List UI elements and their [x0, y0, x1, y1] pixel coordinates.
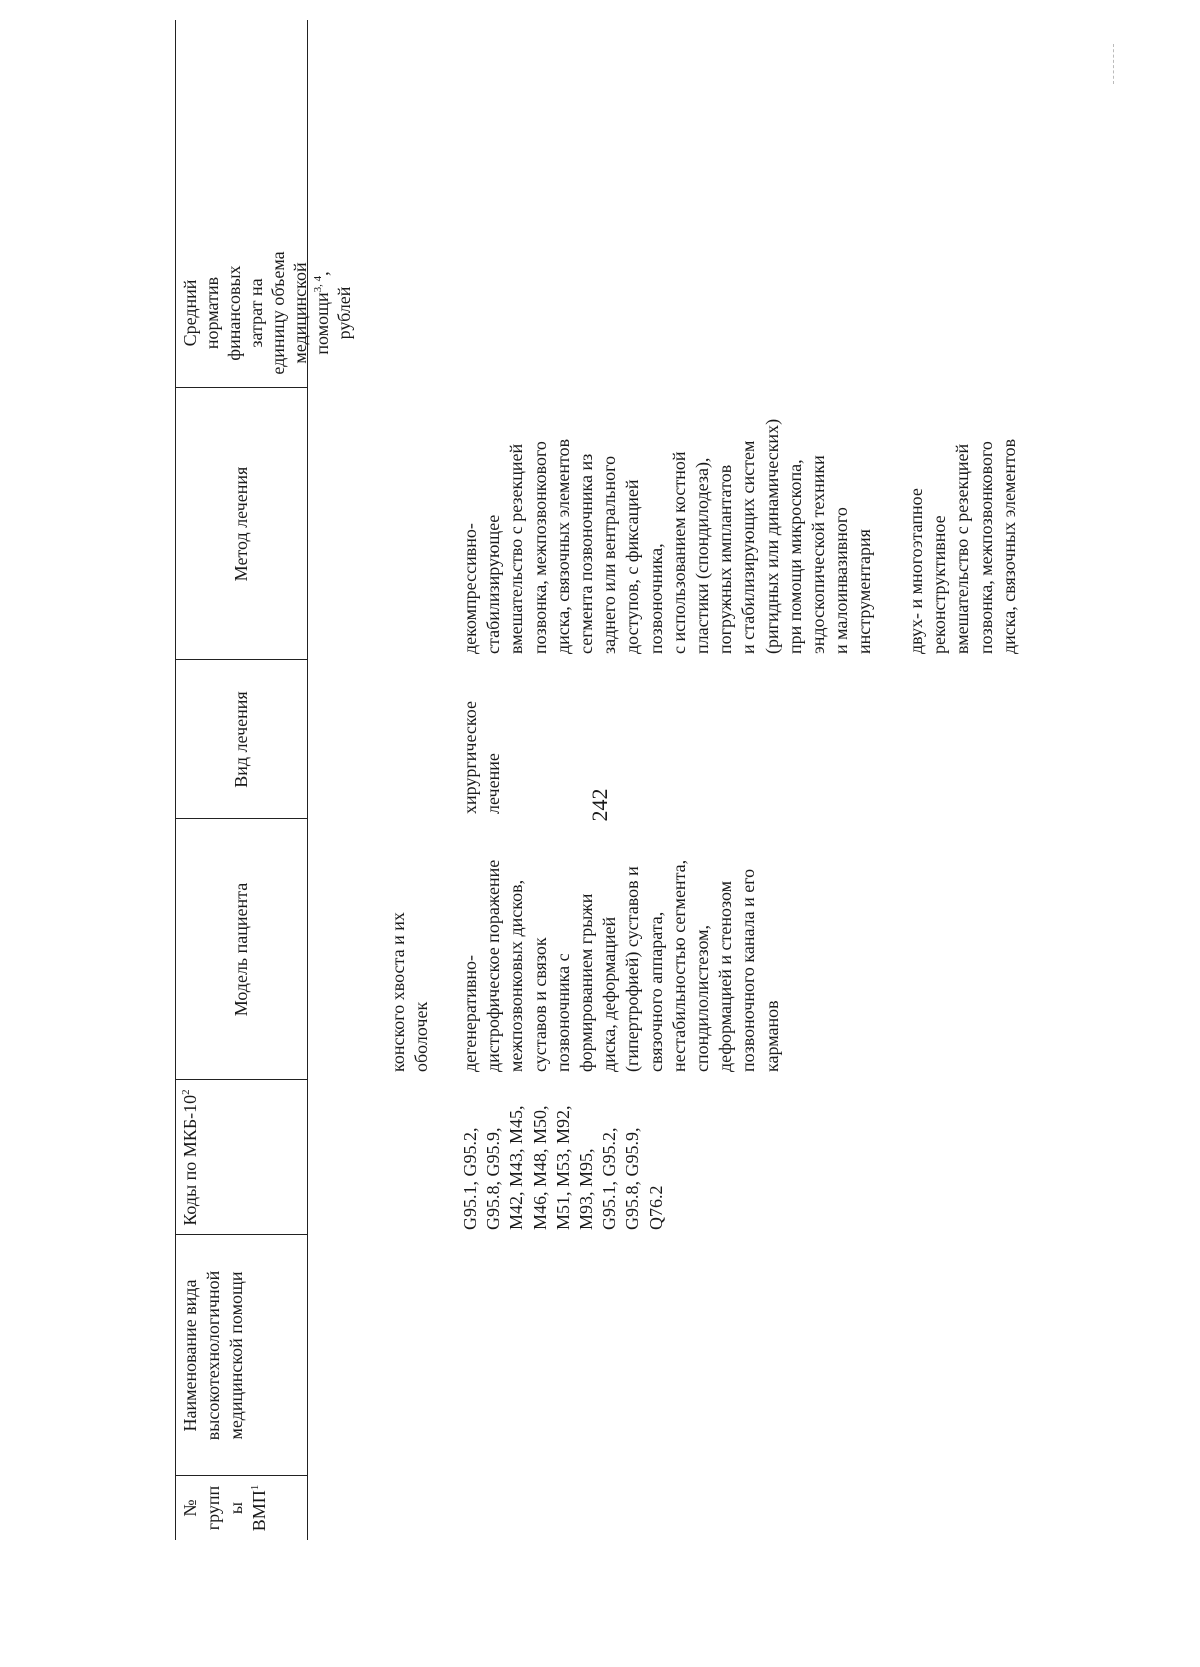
header-service-name-text: Наименование вида высокотехнологичной медицинской помощи: [180, 1270, 246, 1441]
header-icd-codes: [175, 1080, 307, 1235]
header-patient-model-text: Модель пациента: [230, 882, 251, 1017]
scan-artifact-mark: [1113, 44, 1114, 84]
header-treatment-method-text: Метод лечения: [230, 466, 251, 582]
header-treatment-type: [175, 660, 307, 819]
treatment-method-cell-1: декомпрессивно- стабилизирующее вмешательство с резекцией позвонка, межпозвонкового диска, связочных элементов сегмента позвоночника из заднего или вентрального доступов, с фиксацией позвоночника, с использованием костной пластики (спондилодеза), погружных имплантатов и стабилизирующих систем (ригидных или динамических) при помощи микроскопа, эндоскопической техники и малоинвазивного инструментария: [460, 418, 875, 654]
header-treatment-type-text: Вид лечения: [230, 691, 251, 788]
header-cost-standard: [175, 238, 354, 388]
rotated-table-sheet: [175, 20, 1045, 1540]
treatment-type-cell: хирургическое лечение: [460, 701, 504, 814]
header-cost-unit: , рублей: [312, 271, 354, 340]
header-icd-codes-footnote: 2: [180, 1089, 192, 1095]
header-treatment-method: [175, 388, 307, 660]
patient-model-cell: дегенеративно- дистрофическое поражение межпозвонковых дисков, суставов и связок позвоночника с формированием грыжи диска, деформацией (гипертрофией) суставов и связочного аппарата, нестабильностью сегмента, спондилолистезом, деформацией и стенозом позвоночного канала и его карманов: [460, 859, 782, 1072]
page-number: 242: [587, 788, 612, 822]
header-cost-standard-text: Средний норматив финансовых затрат на единицу объема медицинской помощи: [180, 251, 332, 375]
header-icd-codes-text: Коды по МКБ-10: [180, 1094, 200, 1226]
icd-codes-cell: G95.1, G95.2, G95.8, G95.9, M42, M43, M45, M46, M48, M50, M51, M53, M92, M93, M95, G95.1, G95.2, G95.8, G95.9, Q76.2: [460, 1105, 666, 1230]
treatment-method-cell-2: двух- и многоэтапное реконструктивное вмешательство с резекцией позвонка, межпозвонкового диска, связочных элементов: [906, 438, 1019, 654]
header-patient-model: [175, 819, 307, 1080]
header-group-number: [175, 1476, 307, 1540]
continuation-patient-model: конского хвоста и их оболочек: [388, 912, 432, 1072]
header-group-number-text: № групп ы ВМП: [180, 1485, 269, 1532]
header-group-number-footnote: 1: [249, 1484, 261, 1491]
header-service-name: [175, 1235, 307, 1476]
header-cost-footnote: 3, 4: [312, 275, 324, 293]
